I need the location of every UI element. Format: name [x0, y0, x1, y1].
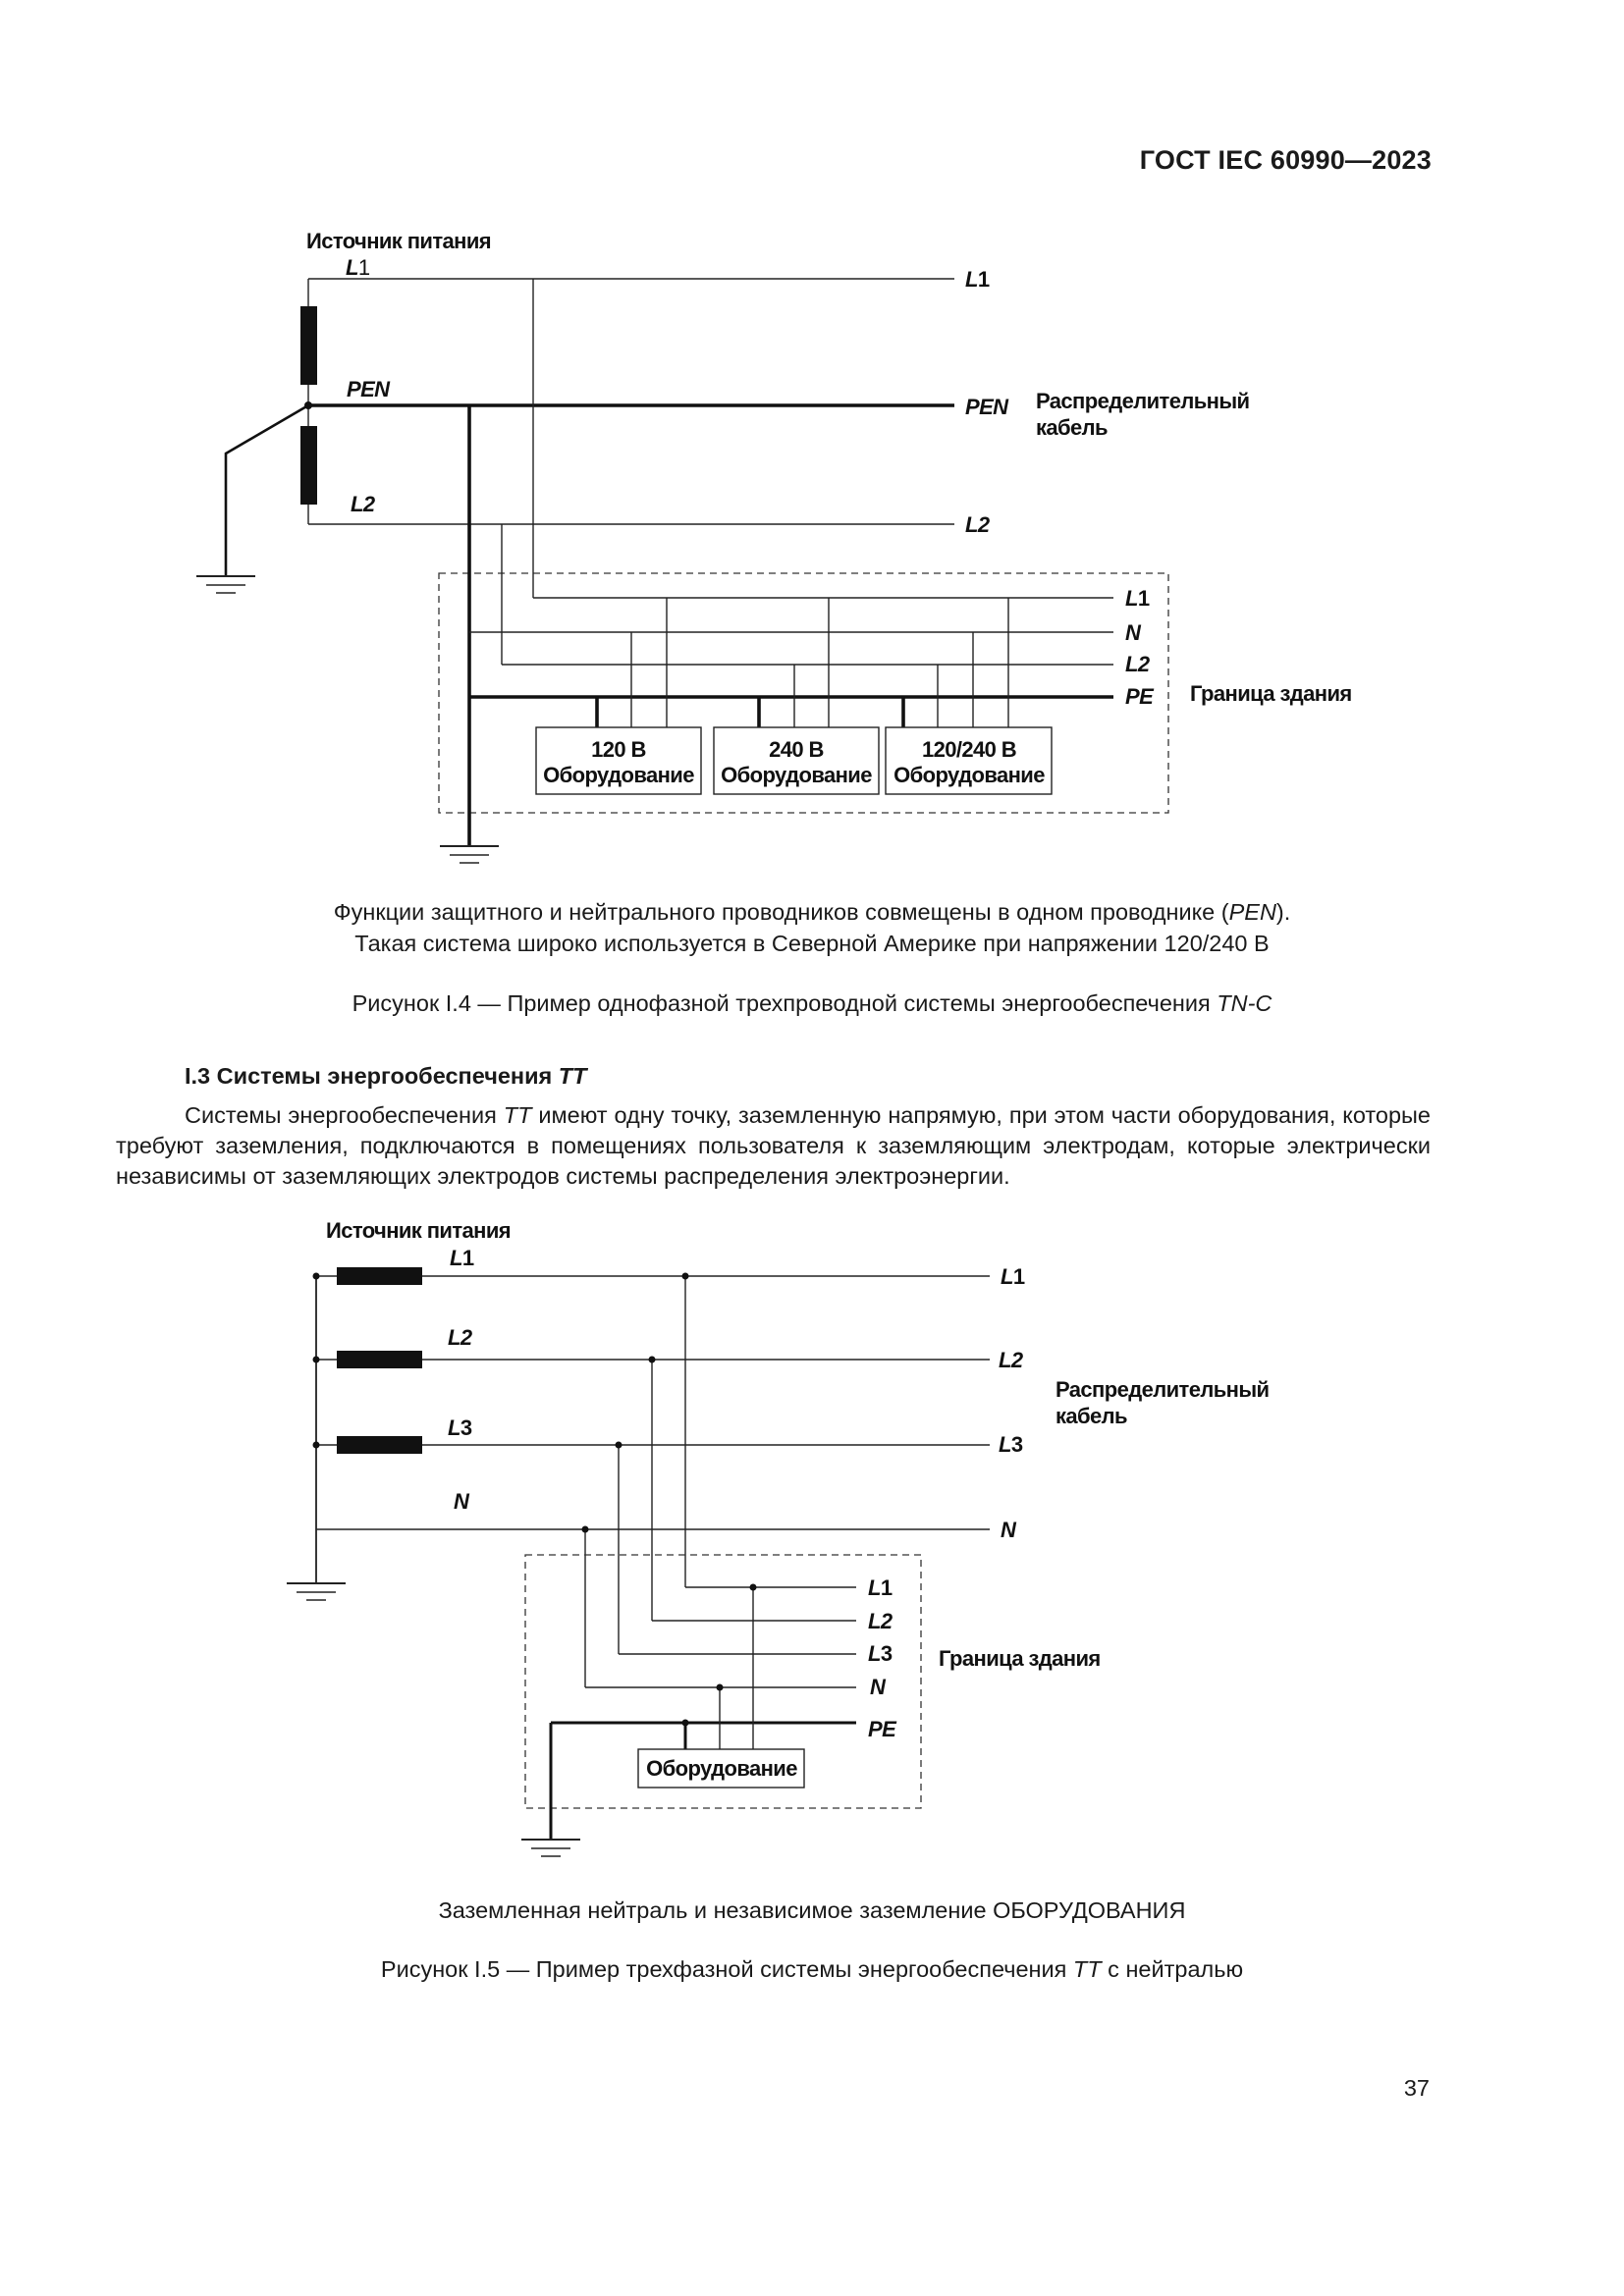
src-node-l3 — [313, 1442, 320, 1449]
node-l2 — [649, 1357, 656, 1363]
src-ground-wire — [226, 405, 308, 575]
figure-i4-diagram — [0, 0, 1624, 883]
section-paragraph: Системы энергообеспечения TT имеют одну точку, заземленную напрямую, при этом части оборудования, которые требуют заземления, подключаются в помещениях пользователя к заземляющим электродам, которые электрически независимы от заземляющих электродов системы распределения электроэнергии. — [116, 1102, 1431, 1189]
cable-label-line1: Распределительный — [1036, 389, 1250, 413]
source-coil-l3 — [337, 1436, 422, 1454]
bld-n-label: N — [1125, 620, 1141, 645]
src-l2-label: L2 — [351, 492, 375, 516]
node-eq-n — [717, 1684, 724, 1691]
section-title: I.3 Системы энергообеспечения TT — [185, 1063, 587, 1089]
src-n-label: N — [454, 1489, 469, 1514]
bld-l2-label: L2 — [868, 1609, 893, 1633]
transformer-coil-lower — [300, 426, 317, 505]
bld-l1-label: L1 — [1125, 586, 1150, 611]
eq3-voltage: 120/240 В — [921, 737, 1017, 762]
cable-label-line1: Распределительный — [1056, 1377, 1270, 1402]
out-pen-label: PEN — [965, 395, 1008, 419]
building-label: Граница здания — [939, 1646, 1101, 1671]
node-l3 — [616, 1442, 623, 1449]
eq1-equipment: Оборудование — [543, 763, 694, 787]
bld-l1-label: L1 — [868, 1575, 893, 1600]
out-l1-label: L1 — [965, 267, 990, 292]
node-eq-pe — [682, 1720, 689, 1727]
cable-label-line2: кабель — [1036, 415, 1108, 440]
eq1-voltage: 120 В — [591, 737, 646, 762]
figure-i5-note: Заземленная нейтраль и независимое заземление ОБОРУДОВАНИЯ — [438, 1897, 1186, 1923]
source-coil-l1 — [337, 1267, 422, 1285]
equipment-label: Оборудование — [646, 1756, 797, 1781]
eq2-voltage: 240 В — [769, 737, 824, 762]
src-node-l2 — [313, 1357, 320, 1363]
bld-l2-label: L2 — [1125, 652, 1150, 676]
bld-n-label: N — [870, 1675, 886, 1699]
transformer-coil-upper — [300, 306, 317, 385]
node-eq-l1 — [750, 1584, 757, 1591]
bld-l3-label: L3 — [868, 1641, 893, 1666]
out-l2-label: L2 — [999, 1348, 1023, 1372]
page-number: 37 — [1403, 2075, 1430, 2101]
building-label: Граница здания — [1190, 681, 1352, 706]
src-pen-label: PEN — [347, 377, 390, 401]
src-node-l1 — [313, 1273, 320, 1280]
cable-label-line2: кабель — [1056, 1404, 1127, 1428]
bld-pe-label: PE — [1125, 684, 1154, 709]
document-code: ГОСТ IEC 60990—2023 — [1139, 145, 1432, 175]
eq2-equipment: Оборудование — [721, 763, 872, 787]
out-l2-label: L2 — [965, 512, 990, 537]
src-l1-label: L1 — [450, 1246, 474, 1270]
source-label: Источник питания — [326, 1218, 512, 1243]
figure-i5-diagram — [0, 1178, 1624, 1885]
src-l1-label: L1 — [346, 255, 370, 280]
node-n — [582, 1526, 589, 1533]
source-coil-l2 — [337, 1351, 422, 1368]
figure-i4-note-line2: Такая система широко используется в Северной Америке при напряжении 120/240 В — [354, 931, 1270, 956]
src-l3-label: L3 — [448, 1415, 472, 1440]
out-n-label: N — [1001, 1518, 1016, 1542]
src-l2-label: L2 — [448, 1325, 472, 1350]
bld-pe-label: PE — [868, 1717, 896, 1741]
figure-i5-caption: Рисунок I.5 — Пример трехфазной системы энергообеспечения TT с нейтралью — [380, 1956, 1244, 1982]
out-l3-label: L3 — [999, 1432, 1023, 1457]
out-l1-label: L1 — [1001, 1264, 1025, 1289]
figure-i4-caption: Рисунок I.4 — Пример однофазной трехпроводной системы энергообеспечения TN-C — [352, 990, 1272, 1016]
eq3-equipment: Оборудование — [893, 763, 1045, 787]
source-label: Источник питания — [306, 229, 492, 253]
node-l1 — [682, 1273, 689, 1280]
figure-i4-note-line1: Функции защитного и нейтрального проводников совмещены в одном проводнике (PEN). — [333, 899, 1291, 925]
